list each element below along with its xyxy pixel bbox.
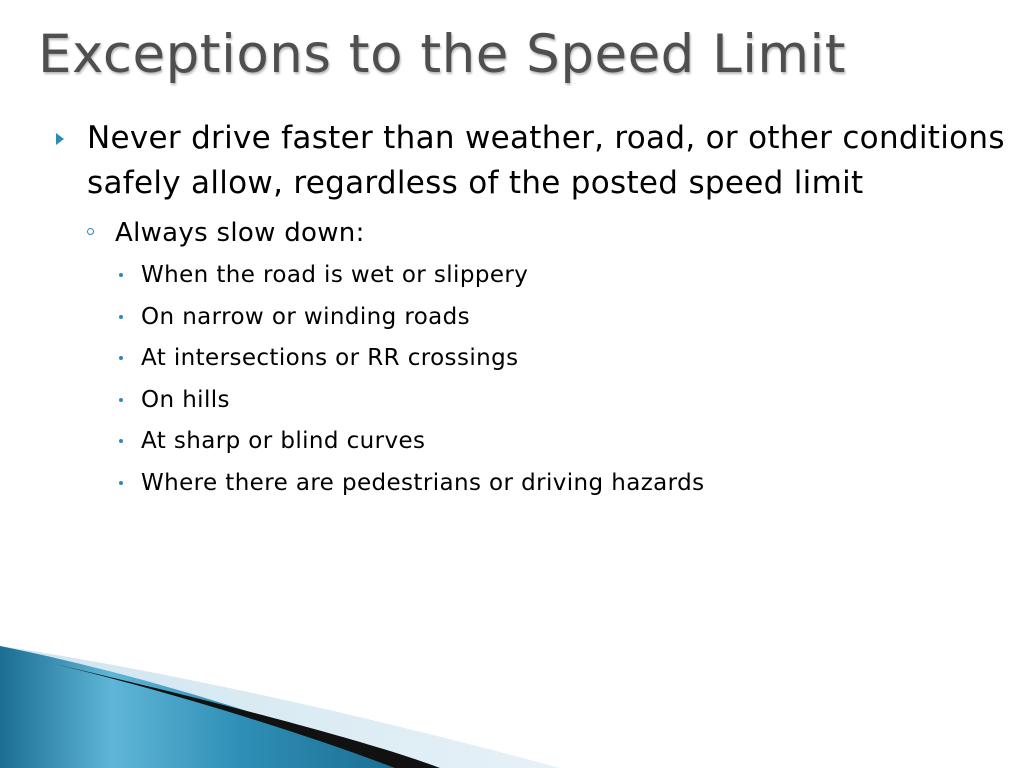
- dot-icon: [119, 398, 123, 402]
- list-item-text: When the road is wet or slippery: [141, 262, 529, 288]
- hollow-circle-icon: [87, 228, 94, 235]
- slide-title: Exceptions to the Speed Limit: [38, 24, 847, 85]
- dot-icon: [119, 356, 123, 360]
- list-item-text: On hills: [141, 386, 230, 413]
- list-item: [115, 424, 1006, 458]
- list-item-text: At sharp or blind curves: [141, 428, 426, 454]
- list-item-text: Where there are pedestrians or driving hazards: [141, 469, 705, 496]
- list-item-text: On narrow or winding roads: [141, 303, 471, 330]
- dot-icon: [119, 439, 123, 443]
- main-bullet-point: [56, 116, 1006, 206]
- list-item: [115, 258, 1006, 292]
- list-item-text: At intersections or RR crossings: [141, 345, 519, 371]
- list-item: [115, 300, 1006, 334]
- dot-icon: [119, 481, 123, 485]
- list-item: [115, 341, 1006, 375]
- blue-wave-band: [0, 646, 400, 768]
- dot-icon: [119, 315, 123, 319]
- list-item: [115, 466, 1006, 500]
- main-bullet-text: Never drive faster than weather, road, or other conditions safely allow, regardless of the posted speed limit: [87, 120, 1005, 201]
- triangle-right-icon: [56, 133, 64, 145]
- list-item: [115, 383, 1006, 417]
- sub-bullet-text: Always slow down:: [115, 218, 365, 248]
- dot-icon: [119, 273, 123, 277]
- sub-bullet-point: [87, 214, 1006, 252]
- decorative-wave: [0, 640, 1024, 768]
- slide-body: [56, 116, 1006, 507]
- slow-down-list: [115, 258, 1006, 500]
